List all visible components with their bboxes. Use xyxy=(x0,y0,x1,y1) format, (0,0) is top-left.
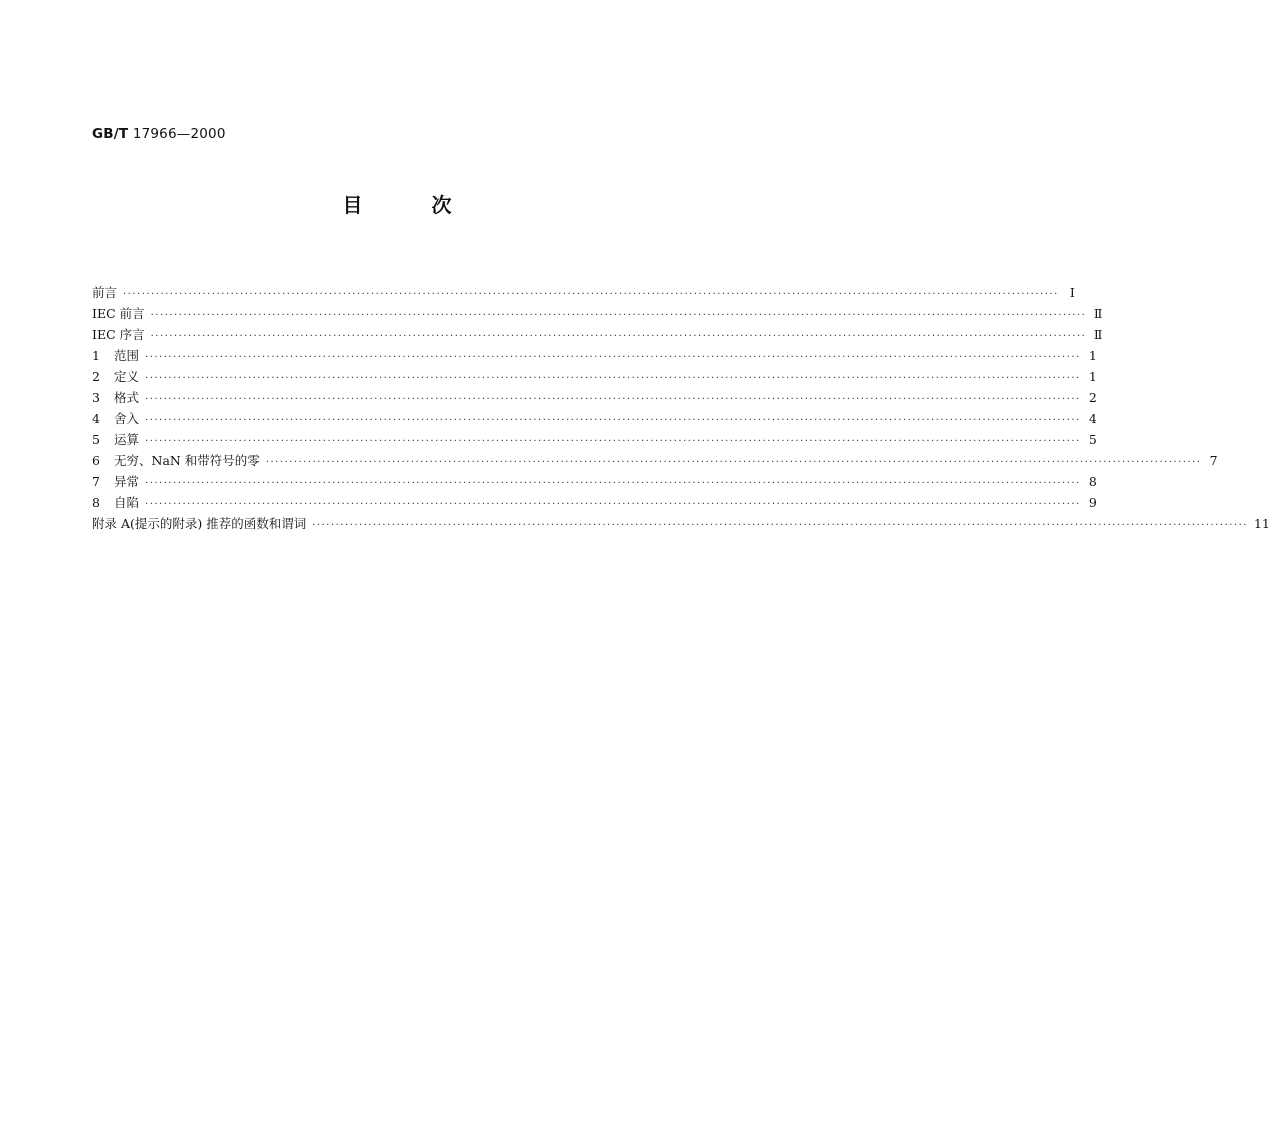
toc-entry-label: 无穷、NaN 和带符号的零 xyxy=(114,453,260,468)
standard-code xyxy=(92,126,226,142)
toc-entry-label: 定义 xyxy=(114,369,140,384)
toc-entry-page: 9 xyxy=(1088,495,1097,510)
title-char-2: 次 xyxy=(431,193,452,217)
toc-leader-dots: ········································································································································································································ xyxy=(145,352,1081,363)
toc-leader-dots: ········································································································································································································ xyxy=(145,436,1081,447)
toc-entry-label: 运算 xyxy=(114,432,140,447)
toc-entry-page: Ⅱ xyxy=(1093,327,1103,342)
toc-leader-dots: ········································································································································································································ xyxy=(145,373,1081,384)
toc-entry[interactable] xyxy=(92,430,1097,451)
toc-entry-page: 1 xyxy=(1088,369,1097,384)
toc-entry-label: 异常 xyxy=(114,474,140,489)
toc-entry-label: IEC 前言 xyxy=(92,306,145,321)
toc-entry[interactable] xyxy=(92,451,1218,472)
toc-entry-number: 7 xyxy=(92,474,100,489)
toc-entry-number: 4 xyxy=(92,411,100,426)
toc-leader-dots: ········································································································································································································ xyxy=(145,478,1081,489)
toc-entry[interactable] xyxy=(92,472,1097,493)
toc-leader-dots: ········································································································································································································ xyxy=(145,394,1081,405)
toc-entry[interactable] xyxy=(92,367,1097,388)
toc-entry-number: 1 xyxy=(92,348,100,363)
toc-entry[interactable] xyxy=(92,283,1075,304)
toc-leader-dots: ········································································································································································································ xyxy=(145,415,1081,426)
toc-leader-dots: ········································································································································································································ xyxy=(145,499,1081,510)
toc-entry-number: 5 xyxy=(92,432,100,447)
toc-entry-label: 附录 A(提示的附录) 推荐的函数和谓词 xyxy=(92,516,307,531)
toc-entry-page: 1 xyxy=(1088,348,1097,363)
toc-entry-page: Ⅱ xyxy=(1093,306,1103,321)
toc-entry-number: 6 xyxy=(92,453,100,468)
toc-entry-page: 2 xyxy=(1088,390,1097,405)
toc-entry-label: 舍入 xyxy=(114,411,140,426)
toc-entry-label: 自陷 xyxy=(114,495,140,510)
toc-entry-page: 4 xyxy=(1088,411,1097,426)
toc-entry-page: 11 xyxy=(1253,516,1270,531)
toc-leader-dots: ········································································································································································································ xyxy=(123,289,1059,300)
toc-entry[interactable] xyxy=(92,409,1097,430)
title-char-1: 目 xyxy=(342,193,363,217)
toc-leader-dots: ········································································································································································································ xyxy=(312,520,1248,531)
toc-entry[interactable] xyxy=(92,346,1097,367)
toc-entry-page: Ⅰ xyxy=(1069,285,1075,300)
toc-entry-number: 2 xyxy=(92,369,100,384)
toc-entry[interactable] xyxy=(92,514,1270,535)
toc-entry[interactable] xyxy=(92,388,1097,409)
toc-entry-number: 8 xyxy=(92,495,100,510)
toc-entry-label: IEC 序言 xyxy=(92,327,145,342)
toc-leader-dots: ········································································································································································································ xyxy=(150,310,1087,321)
toc-entry-page: 7 xyxy=(1209,453,1218,468)
toc-entry-page: 8 xyxy=(1088,474,1097,489)
toc-entry-label: 范围 xyxy=(114,348,140,363)
standard-prefix: GB/T xyxy=(92,126,129,142)
toc-leader-dots: ········································································································································································································ xyxy=(150,331,1087,342)
table-of-contents xyxy=(92,283,1270,535)
toc-leader-dots: ········································································································································································································ xyxy=(265,457,1202,468)
toc-entry-label: 前言 xyxy=(92,285,118,300)
toc-entry-label: 格式 xyxy=(114,390,140,405)
toc-entry-page: 5 xyxy=(1088,432,1097,447)
page-title xyxy=(0,189,794,218)
standard-number: 17966—2000 xyxy=(132,126,226,142)
toc-entry-number: 3 xyxy=(92,390,100,405)
toc-entry[interactable] xyxy=(92,325,1103,346)
toc-entry[interactable] xyxy=(92,304,1103,325)
toc-entry[interactable] xyxy=(92,493,1097,514)
